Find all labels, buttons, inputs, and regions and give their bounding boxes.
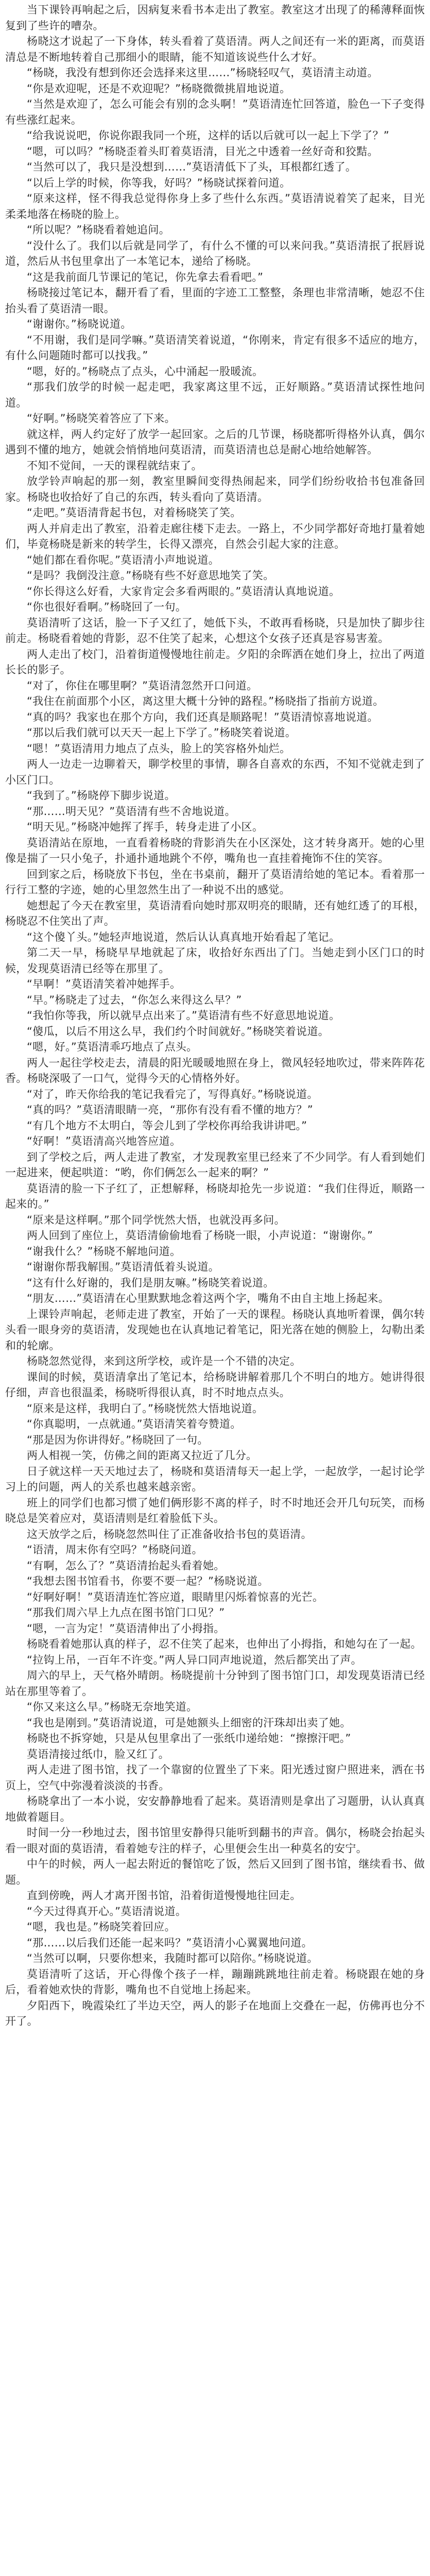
paragraph: “嗯，我也是。”杨晓笑着回应。 [27,1921,176,1933]
paragraph: “谢谢你。”杨晓说道。 [27,318,132,330]
paragraph: 回到家之后，杨晓放下书包，坐在书桌前，翻开了莫语清给她的笔记本。看着那一行行工整的字迹，她的心里忽然生出了一种说不出的感觉。 [5,868,425,896]
paragraph: “谢我什么？”杨晓不解地问道。 [27,1245,181,1258]
paragraph: 两人相视一笑，仿佛之间的距离又拉近了几分。 [27,1449,257,1462]
paragraph: “那我们周六早上九点在图书馆门口见？” [27,1606,225,1619]
paragraph: “这是我前面几节课记的笔记，你先拿去看看吧。” [27,270,264,283]
paragraph: “那以后我们就可以天天一起上下学了。”杨晓笑着说道。 [27,726,297,739]
paragraph: “有啊，怎么了？”莫语清抬起头看着她。 [27,1559,225,1572]
paragraph: “拉钩上吊，一百年不许变。”两人异口同声地说道，然后都笑出了声。 [27,1653,362,1666]
paragraph: “不用谢，我们是同学嘛。”莫语清笑着说道，“你刚来，肯定有很多不适应的地方，有什么问题随时都可以找我。” [5,333,425,362]
paragraph: 莫语清站在原地，一直看着杨晓的背影消失在小区深处，这才转身离开。她的心里像是揣了一只小兔子，扑通扑通地跳个不停，嘴角也一直挂着掩饰不住的笑容。 [5,836,425,865]
paragraph: “是吗？我倒没注意。”杨晓有些不好意思地笑了笑。 [27,569,274,582]
paragraph: “我到了。”杨晓停下脚步说道。 [27,789,176,802]
paragraph: “我怕你等我，所以就早点出来了。”莫语清有些不好意思地说道。 [27,1009,340,1022]
paragraph: “这个傻丫头。”她轻声地说道，然后认认真真地开始看起了笔记。 [27,930,340,943]
paragraph: 就这样，两人约定好了放学一起回家。之后的几节课，杨晓都听得格外认真，偶尔遇到不懂的地方，她就会悄悄地问莫语清，而莫语清也总是耐心地给她解答。 [5,428,425,456]
paragraph: “所以呢？”杨晓看着她追问。 [27,224,170,236]
paragraph: “嗯，好。”莫语清乖巧地点了点头。 [27,1041,198,1053]
paragraph: 夕阳西下，晚霞染红了半边天空，两人的影子在地面上交叠在一起，仿佛再也分不开了。 [5,1999,425,2027]
paragraph: “嗯！”莫语清用力地点了点头，脸上的笑容格外灿烂。 [27,742,291,755]
paragraph: “好啊。”杨晓笑着答应了下来。 [27,412,176,425]
paragraph: “嗯，可以吗？”杨晓歪着头盯着莫语清，目光之中透着一丝好奇和狡黠。 [27,145,379,158]
paragraph: “好啊好啊！”莫语清连忙答应道，眼睛里闪烁着惊喜的光芒。 [27,1590,324,1603]
paragraph: 两人回到了座位上，莫语清偷偷地看了杨晓一眼，小声说道：“谢谢你。” [27,1229,373,1242]
paragraph: “今天过得真开心。”莫语清说道。 [27,1905,187,1918]
paragraph: “你又来这么早。”杨晓无奈地笑道。 [27,1701,198,1713]
paragraph: 第二天一早，杨晓早早地就起了床，收拾好东西出了门。当她走到小区门口的时候，发现莫语清已经等在那里了。 [5,946,425,975]
paragraph: 中午的时候，两人一起去附近的餐馆吃了饭，然后又回到了图书馆，继续看书、做题。 [5,1858,425,1886]
paragraph: “当然可以了，我只是没想到……”莫语清低下了头，耳根都红透了。 [27,161,357,173]
paragraph: 班上的同学们也都习惯了她们俩形影不离的样子，时不时地还会开几句玩笑，而杨晓总是笑着应对，莫语清则是红着脸低下头。 [5,1496,425,1524]
paragraph: “杨晓，我没有想到你还会选择来这里……”杨晓轻叹气，莫语清主动道。 [27,66,379,79]
paragraph: “那……以后我们还能一起来吗？”莫语清小心翼翼地问道。 [27,1936,313,1949]
paragraph: “语清，周末你有空吗？”杨晓问道。 [27,1544,203,1556]
paragraph: 两人走进了图书馆，找了一个靠窗的位置坐了下来。阳光透过窗户照进来，洒在书页上，空气中弥漫着淡淡的书香。 [5,1764,425,1792]
paragraph: “你长得这么好看，大家肯定会多看两眼的。”莫语清认真地说道。 [27,585,340,598]
paragraph: “你也很好看啊。”杨晓回了一句。 [27,601,187,613]
paragraph: 莫语清接过纸巾，脸又红了。 [27,1748,169,1760]
article-body [5,0,425,2029]
paragraph: “傻瓜，以后不用这么早，我们约个时间就好。”杨晓笑着说道。 [27,1025,329,1038]
paragraph: “她们都在看你呢。”莫语清小声地说道。 [27,553,219,566]
paragraph: 杨晓这才说起了一下身体，转头看着了莫语清。两人之间还有一米的距离，而莫语清总是不断地转着自己那细小的眼睛，能不知道该说些什么才好。 [5,35,425,63]
paragraph: “当然是欢迎了，怎么可能会有别的念头啊！”莫语清连忙回答道，脸色一下子变得有些涨红起来。 [5,98,425,126]
paragraph: “对了，你住在哪里啊？”莫语清忽然开口问道。 [27,679,258,692]
paragraph: 周六的早上，天气格外晴朗。杨晓提前十分钟到了图书馆门口，却发现莫语清已经站在那里等着了。 [5,1669,425,1698]
paragraph: 杨晓忽然觉得，来到这所学校，或许是一个不错的决定。 [27,1355,301,1367]
paragraph: “那是因为你讲得好。”杨晓回了一句。 [27,1433,209,1446]
paragraph: 她想起了今天在教室里，莫语清看向她时那双明亮的眼睛，还有她红透了的耳根，杨晓忍不住笑出了声。 [5,899,425,927]
paragraph: “早。”杨晓走了过去，“你怎么来得这么早？” [27,993,242,1006]
paragraph: “好啊！”莫语清高兴地答应道。 [27,1135,181,1147]
paragraph: 这天放学之后，杨晓忽然叫住了正准备收拾书包的莫语清。 [27,1528,312,1540]
paragraph: “那……明天见？”莫语清有些不舍地说道。 [27,805,236,818]
paragraph: “对了，昨天你给我的笔记我看完了，写得真好。”杨晓说道。 [27,1088,318,1100]
paragraph: 放学铃声响起的那一刻，教室里瞬间变得热闹起来，同学们纷纷收拾书包准备回家。杨晓也收拾好了自己的东西，转头看向了莫语清。 [5,475,425,503]
paragraph: “没什么了。我们以后就是同学了，有什么不懂的可以来问我。”莫语清抿了抿唇说道，然后从书包里拿出了一本笔记本，递给了杨晓。 [5,239,425,267]
paragraph: “真的吗？我家也在那个方向，我们还真是顺路呢！”莫语清惊喜地说道。 [27,710,379,723]
paragraph: “当然可以啊，只要你想来，我随时都可以陪你。”杨晓说道。 [27,1952,318,1964]
paragraph: 日子就这样一天天地过去了，杨晓和莫语清每天一起上学，一起放学，一起讨论学习上的问题，两人的关系也越来越亲密。 [5,1465,425,1493]
paragraph: 杨晓也不拆穿她，只是从包里拿出了一张纸巾递给她：“擦擦汗吧。” [27,1732,351,1744]
paragraph: “你是欢迎呢，还是不欢迎呢？”杨晓微微挑眉地说道。 [27,82,291,95]
paragraph: 两人走出了校门，沿着街道慢慢地往前走。夕阳的余晖洒在她们身上，拉出了两道长长的影子。 [5,648,425,676]
paragraph: “早啊！”莫语清笑着冲她挥手。 [27,978,181,990]
paragraph: 两人一起往学校走去，清晨的阳光暖暖地照在身上，微风轻轻地吹过，带来阵阵花香。杨晓深吸了一口气，觉得今天的心情格外好。 [5,1056,425,1084]
paragraph: 课间的时候，莫语清拿出了笔记本，给杨晓讲解着那几个不明白的地方。她讲得很仔细，声音也很温柔，杨晓听得很认真，时不时地点点头。 [5,1370,425,1399]
paragraph: “朋友……”莫语清在心里默默地念着这两个字，嘴角不由自主地上扬起来。 [27,1292,389,1304]
paragraph: 杨晓接过笔记本，翻开看了看，里面的字迹工工整整，条理也非常清晰，她忍不住抬头看了莫语清一眼。 [5,286,425,315]
paragraph: “给我说说吧，你说你跟我同一个班，这样的话以后就可以一起上下学了？” [27,129,389,142]
paragraph: “这有什么好谢的，我们是朋友嘛。”杨晓笑着说道。 [27,1276,274,1289]
paragraph: 两人一边走一边聊着天，聊学校里的事情，聊各自喜欢的东西，不知不觉就走到了小区门口。 [5,758,425,786]
paragraph: “真的吗？”莫语清眼睛一亮，“那你有没有看不懂的地方？” [27,1104,313,1116]
paragraph: “我想去图书馆看书，你要不要一起？”杨晓说道。 [27,1575,269,1587]
paragraph: 杨晓拿出了一本小说，安安静静地看了起来。莫语清则是拿出了习题册，认认真真地做着题目。 [5,1795,425,1823]
paragraph: “以后上学的时候，你等我，好吗？”杨晓试探着问道。 [27,176,291,189]
paragraph: “原来这样，怪不得我总觉得你身上多了些什么东西。”莫语清说着笑了起来，目光柔柔地落在杨晓的脸上。 [5,192,425,221]
paragraph: 莫语清的脸一下子红了，正想解释，杨晓却抢先一步说道：“我们住得近，顺路一起来的。” [5,1182,425,1210]
paragraph: “你真聪明，一点就通。”莫语清笑着夸赞道。 [27,1418,242,1430]
paragraph: “我也是刚到。”莫语清说道，可是她额头上细密的汗珠却出卖了她。 [27,1716,351,1729]
paragraph: 两人并肩走出了教室，沿着走廊往楼下走去。一路上，不少同学都好奇地打量着她们，毕竟杨晓是新来的转学生，长得又漂亮，自然会引起大家的注意。 [5,522,425,550]
paragraph: 不知不觉间，一天的课程就结束了。 [27,459,202,472]
paragraph: “那我们放学的时候一起走吧，我家离这里不远，正好顺路。”莫语清试探性地问道。 [5,381,425,409]
paragraph: 上课铃声响起，老师走进了教室，开始了一天的课程。杨晓认真地听着课，偶尔转头看一眼身旁的莫语清，发现她也在认真地记着笔记，阳光落在她的侧脸上，勾勒出柔和的轮廓。 [5,1308,425,1352]
paragraph: “明天见。”杨晓冲她挥了挥手，转身走进了小区。 [27,821,264,833]
paragraph: “嗯，好的。”杨晓点了点头，心中涌起一股暖流。 [27,365,264,378]
paragraph: 莫语清听了这话，脸一下子又红了，她低下头，不敢再看杨晓，只是加快了脚步往前走。杨晓看着她的背影，忍不住笑了起来，心想这个女孩子还真是容易害羞。 [5,616,425,645]
paragraph: “走吧。”莫语清背起书包，对着杨晓笑了笑。 [27,506,242,519]
paragraph: “原来是这样，我明白了。”杨晓恍然大悟地说道。 [27,1402,264,1415]
paragraph: 时间一分一秒地过去，图书馆里安静得只能听到翻书的声音。偶尔，杨晓会抬起头看一眼对面的莫语清，看着她专注的样子，心里便会生出一种莫名的安宁。 [5,1826,425,1855]
paragraph: “嗯，一言为定！”莫语清伸出了小拇指。 [27,1622,225,1635]
paragraph: “谢谢你帮我解围。”莫语清低着头说道。 [27,1261,219,1273]
paragraph: 杨晓看着她那认真的样子，忍不住笑了起来，也伸出了小拇指，和她勾在了一起。 [27,1638,422,1650]
paragraph: 莫语清听了这话，开心得像个孩子一样，蹦蹦跳跳地往前走着。杨晓跟在她的身后，看着她欢快的背影，嘴角也不自觉地上扬起来。 [5,1968,425,1996]
paragraph: 直到傍晚，两人才离开图书馆，沿着街道慢慢地往回走。 [27,1889,301,1902]
paragraph: “我住在前面那个小区，离这里大概十分钟的路程。”杨晓指了指前方说道。 [27,695,384,707]
paragraph: 当下课铃再响起之后，因病复来看书本走出了教室。教室这才出现了的稀薄释面恢复到了些许的嘈杂。 [5,4,425,32]
paragraph: “原来是这样啊。”那个同学恍然大悟，也就没再多问。 [27,1213,285,1226]
paragraph: “有几个地方不太明白，等会儿到了学校你再给我讲讲吧。” [27,1119,307,1132]
paragraph: 到了学校之后，两人走进了教室，才发现教室里已经来了不少同学。有人看到她们一起进来，便起哄道：“哟，你们俩怎么一起来的啊？” [5,1150,425,1179]
